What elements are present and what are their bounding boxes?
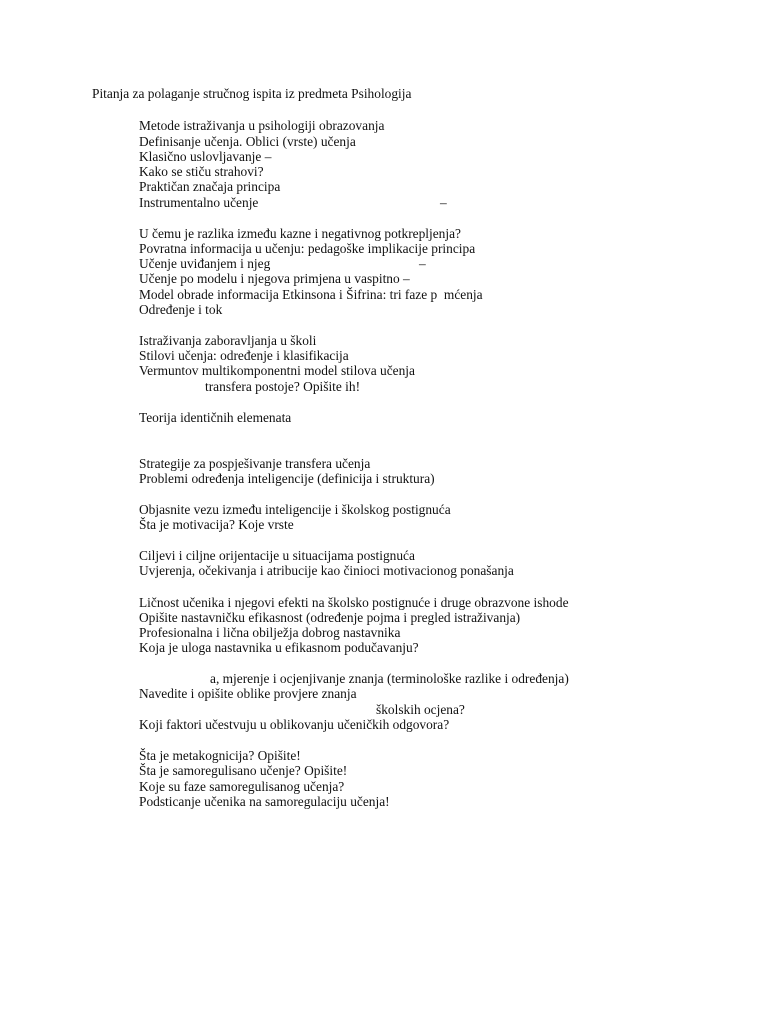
question-line: Ciljevi i ciljne orijentacije u situacijama postignuća (139, 548, 415, 563)
page-title: Pitanja za polaganje stručnog ispita iz predmeta Psihologija (92, 86, 412, 101)
question-line: Vermuntov multikomponentni model stilova učenja (139, 363, 415, 378)
question-line: Instrumentalno učenje (139, 195, 259, 210)
dash-mark: – (419, 256, 426, 271)
question-line: Problemi određenja inteligencije (definicija i struktura) (139, 471, 435, 486)
question-line: Učenje uviđanjem i njeg (139, 256, 271, 271)
question-line: Koje su faze samoregulisanog učenja? (139, 779, 345, 794)
question-line: U čemu je razlika između kazne i negativnog potkrepljenja? (139, 226, 461, 241)
question-line: Podsticanje učenika na samoregulaciju učenja! (139, 794, 390, 809)
question-line: Definisanje učenja. Oblici (vrste) učenja (139, 134, 356, 149)
question-line: Teorija identičnih elemenata (139, 410, 292, 425)
question-line: Šta je motivacija? Koje vrste (139, 517, 294, 532)
question-line: Povratna informacija u učenju: pedagoške implikacije principa (139, 241, 476, 256)
dash-mark: – (440, 195, 447, 210)
question-line: Određenje i tok (139, 302, 223, 317)
question-line: Klasično uslovljavanje – (139, 149, 272, 164)
question-line: Istraživanja zaboravljanja u školi (139, 333, 317, 348)
question-line: Koja je uloga nastavnika u efikasnom podučavanju? (139, 640, 419, 655)
question-line: Praktičan značaja principa (139, 179, 281, 194)
question-line: Navedite i opišite oblike provjere znanja (139, 686, 357, 701)
question-line: Metode istraživanja u psihologiji obrazovanja (139, 118, 385, 133)
question-line: Kako se stiču strahovi? (139, 164, 264, 179)
question-line: Stilovi učenja: određenje i klasifikacija (139, 348, 349, 363)
question-line: Uvjerenja, očekivanja i atribucije kao činioci motivacionog ponašanja (139, 563, 514, 578)
question-line: Model obrade informacija Etkinsona i Šifrina: tri faze p mćenja (139, 287, 483, 302)
question-line: Ličnost učenika i njegovi efekti na školsko postignuće i druge obrazvone ishode (139, 595, 569, 610)
question-line: Učenje po modelu i njegova primjena u vaspitno – (139, 271, 410, 286)
question-line: Objasnite vezu između inteligencije i školskog postignuća (139, 502, 451, 517)
question-line: a, mjerenje i ocjenjivanje znanja (terminološke razlike i određenja) (210, 671, 569, 686)
question-line: Strategije za pospješivanje transfera učenja (139, 456, 371, 471)
question-line: Koji faktori učestvuju u oblikovanju učeničkih odgovora? (139, 717, 450, 732)
question-line: Šta je samoregulisano učenje? Opišite! (139, 763, 348, 778)
question-line: transfera postoje? Opišite ih! (205, 379, 361, 394)
question-line: školskih ocjena? (376, 702, 465, 717)
question-line: Šta je metakognicija? Opišite! (139, 748, 301, 763)
question-line: Opišite nastavničku efikasnost (određenje pojma i pregled istraživanja) (139, 610, 521, 625)
question-line: Profesionalna i lična obilježja dobrog nastavnika (139, 625, 401, 640)
